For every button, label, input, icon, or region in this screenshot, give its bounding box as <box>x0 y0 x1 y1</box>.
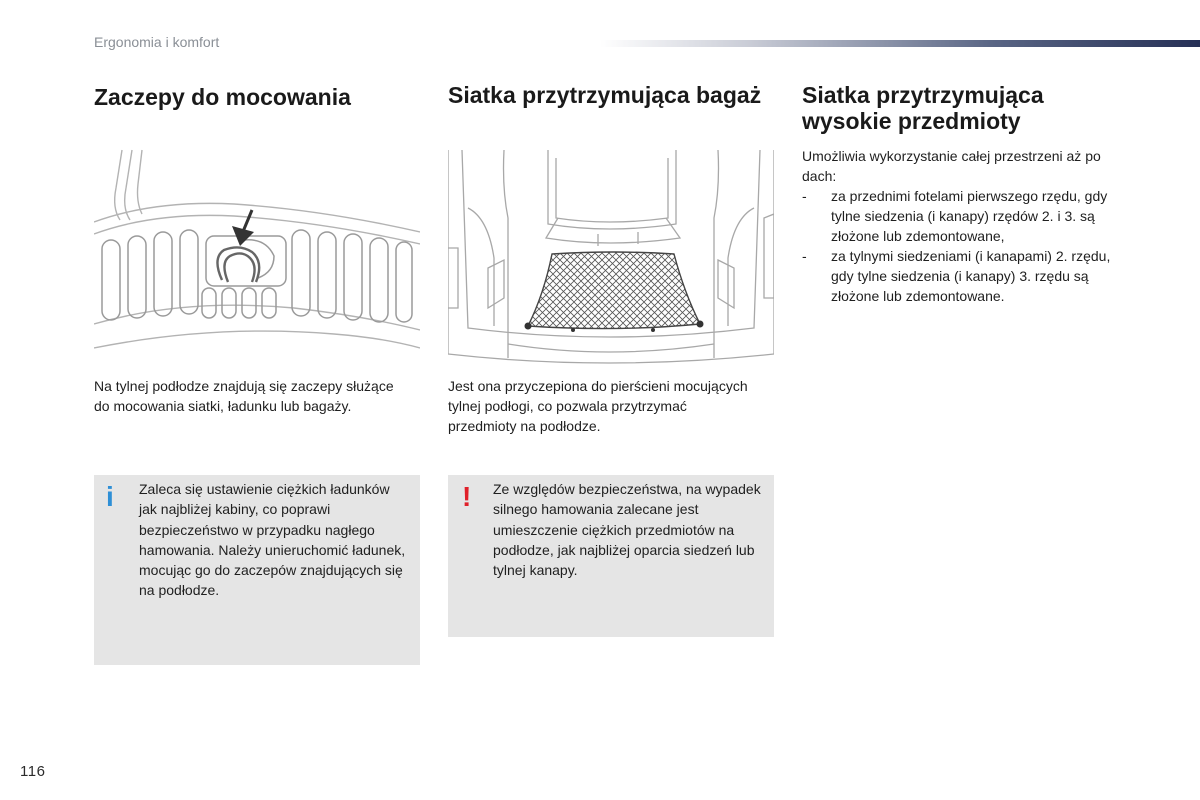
column-anchors <box>94 82 420 110</box>
high-items-net-intro: Umożliwia wykorzystanie całej przestrzeni aż po dach: <box>802 148 1101 184</box>
warning-icon: ! <box>462 481 472 512</box>
page-number: 116 <box>20 763 46 780</box>
luggage-net-illustration <box>448 148 774 364</box>
high-items-net-list <box>802 186 1122 306</box>
info-icon: i <box>106 481 114 512</box>
header-gradient-bar <box>600 40 1200 47</box>
warning-note <box>448 475 774 637</box>
list-item <box>802 246 1122 306</box>
info-note-text: Zaleca się ustawienie ciężkich ładunków jak najbliżej kabiny, co poprawi bezpieczeństwo w przypadku nagłego hamowania. Należy unieruchomić ładunek, mocując go do zaczepów znajdujących się na podłodze. <box>139 481 406 599</box>
heading-luggage-net: Siatka przytrzymująca bagaż <box>448 82 762 108</box>
list-item-text: za tylnymi siedzeniami (i kanapami) 2. rzędu, gdy tylne siedzenia (i kanapy) 3. rzędu są złożone lub zdemontowane. <box>831 248 1111 304</box>
column-high-items-net <box>802 82 1128 134</box>
luggage-net-description: Jest ona przyczepiona do pierścieni mocujących tylnej podłogi, co pozwala przytrzymać przedmioty na podłodze. <box>448 378 748 434</box>
list-dash: - <box>802 248 807 264</box>
floor-anchor-ring-illustration <box>94 148 420 364</box>
high-items-net-text <box>802 146 1122 306</box>
list-item <box>802 186 1122 246</box>
anchors-description: Na tylnej podłodze znajdują się zaczepy służące do mocowania siatki, ładunku lub bagaży. <box>94 378 394 414</box>
list-item-text: za przednimi fotelami pierwszego rzędu, gdy tylne siedzenia (i kanapy) rzędów 2. i 3. są złożone lub zdemontowane, <box>831 188 1108 244</box>
info-note <box>94 475 420 665</box>
warning-note-text: Ze względów bezpieczeństwa, na wypadek silnego hamowania zalecane jest umieszczenie ciężkich przedmiotów na podłodze, jak najbliżej oparcia siedzeń lub tylnej kanapy. <box>493 481 761 579</box>
heading-high-items-net: Siatka przytrzymująca wysokie przedmioty <box>802 82 1044 134</box>
column-luggage-net <box>448 82 774 108</box>
list-dash: - <box>802 188 807 204</box>
heading-anchors: Zaczepy do mocowania <box>94 84 351 110</box>
section-title: Ergonomia i komfort <box>94 34 220 50</box>
